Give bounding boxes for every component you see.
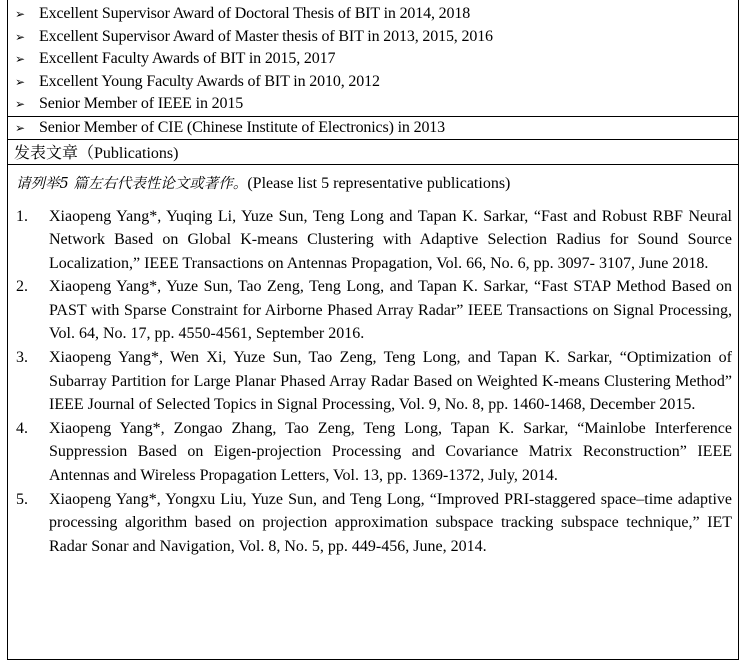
award-item [8, 116, 738, 139]
award-item [8, 71, 738, 94]
award-item [8, 48, 738, 71]
award-text: Excellent Supervisor Award of Master thesis of BIT in 2013, 2015, 2016 [39, 27, 493, 45]
publication-number: 1. [16, 207, 28, 225]
document-page [7, 0, 739, 660]
arrow-bullet-icon: ➢ [15, 52, 25, 67]
award-item [8, 26, 738, 49]
publication-citation: Xiaopeng Yang*, Zongao Zhang, Tao Zeng, Teng Long, Tapan K. Sarkar, “Mainlobe Interference Suppression Based on Eigen-projection Processing and Covariance Matrix Reconstruction” IEEE Antennas and Wireless Propagation Letters, Vol. 13, pp. 1369-1372, July, 2014. [49, 419, 732, 485]
awards-list [8, 0, 738, 139]
arrow-bullet-icon: ➢ [15, 29, 25, 44]
award-text: Senior Member of CIE (Chinese Institute of Electronics) in 2013 [39, 118, 446, 136]
publications-list [8, 205, 738, 559]
publication-item [8, 275, 732, 346]
publication-number: 3. [16, 349, 28, 367]
instruction-line [8, 173, 738, 195]
publication-citation: Xiaopeng Yang*, Wen Xi, Yuze Sun, Tao Zeng, Teng Long, and Tapan K. Sarkar, “Optimization of Subarray Partition for Large Planar Phased Array Radar Based on Weighted K-means Clustering Method” IEEE Journal of Selected Topics in Signal Processing, Vol. 9, No. 8, pp. 1460-1468, December 2015. [49, 349, 732, 414]
publication-number: 4. [16, 419, 28, 437]
instruction-english: (Please list 5 representative publications) [247, 174, 511, 192]
publication-citation: Xiaopeng Yang*, Yongxu Liu, Yuze Sun, and Teng Long, “Improved PRI-staggered space–time adaptive processing algorithm based on projection approximation subspace tracking subspace technique,” IET Radar Sonar and Navigation, Vol. 8, No. 5, pp. 449-456, June, 2014. [49, 490, 732, 555]
publication-item [8, 488, 732, 559]
arrow-bullet-icon: ➢ [15, 120, 25, 135]
instruction-chinese: 请列举5 篇左右代表性论文或著作。 [16, 175, 248, 192]
arrow-bullet-icon: ➢ [15, 7, 25, 22]
publication-citation: Xiaopeng Yang*, Yuqing Li, Yuze Sun, Teng Long and Tapan K. Sarkar, “Fast and Robust RBF Neural Network Based on Global K-means Clustering with Adaptive Selection Radius for Sound Source Localization,” IEEE Transactions on Antennas Propagation, Vol. 66, No. 6, pp. 3097- 3107, June 2018. [49, 207, 732, 272]
award-text: Excellent Supervisor Award of Doctoral Thesis of BIT in 2014, 2018 [39, 5, 471, 23]
section-heading: 发表文章（Publications) [8, 139, 738, 165]
award-text: Senior Member of IEEE in 2015 [39, 95, 244, 113]
publication-item [8, 346, 732, 417]
award-item [8, 93, 738, 116]
publication-number: 2. [16, 278, 28, 296]
arrow-bullet-icon: ➢ [15, 97, 25, 112]
publication-citation: Xiaopeng Yang*, Yuze Sun, Tao Zeng, Teng Long, and Tapan K. Sarkar, “Fast STAP Method Based on PAST with Sparse Constraint for Airborne Phased Array Radar” IEEE Transactions on Signal Processing, Vol. 64, No. 17, pp. 4550-4561, September 2016. [49, 278, 732, 343]
publication-number: 5. [16, 490, 28, 508]
award-text: Excellent Young Faculty Awards of BIT in 2010, 2012 [39, 72, 380, 90]
arrow-bullet-icon: ➢ [15, 74, 25, 89]
award-text: Excellent Faculty Awards of BIT in 2015, 2017 [39, 50, 336, 68]
award-item [8, 3, 738, 26]
publication-item [8, 205, 732, 276]
publication-item [8, 417, 732, 488]
